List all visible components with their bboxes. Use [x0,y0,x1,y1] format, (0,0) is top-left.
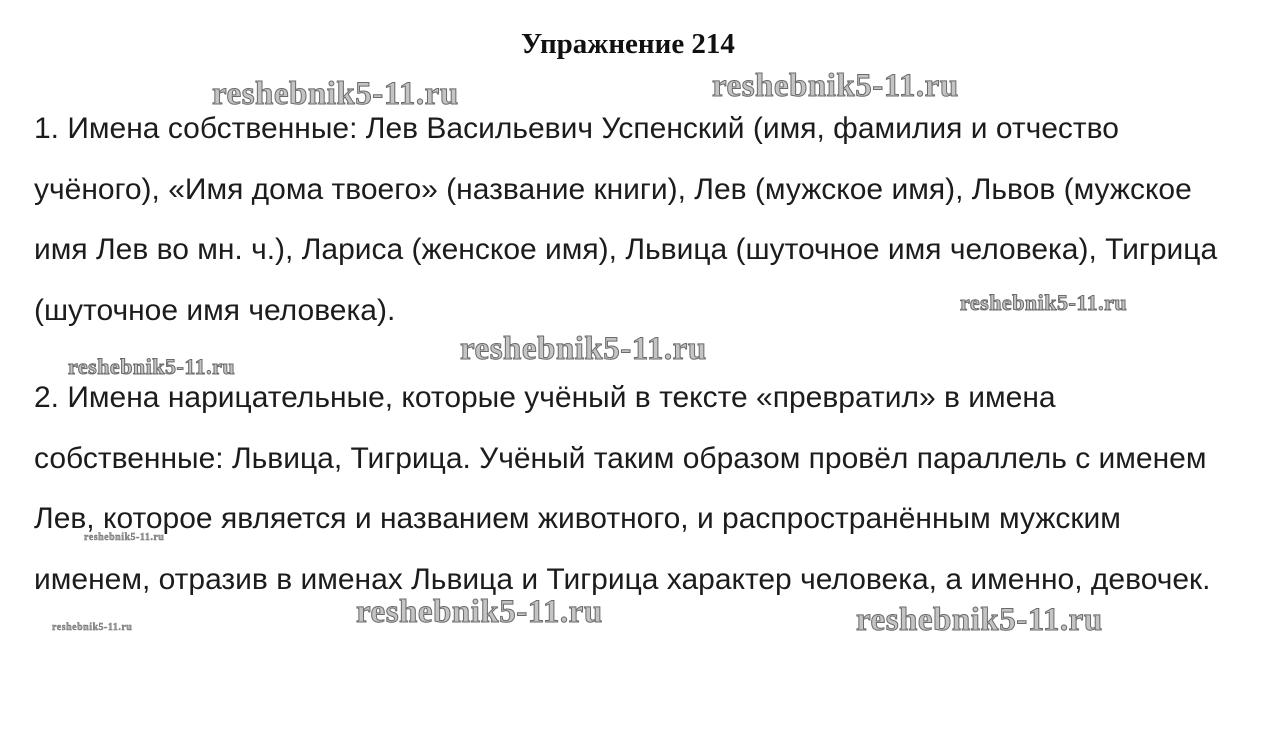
watermark: reshebnik5-11.ru [960,290,1128,315]
watermark: reshebnik5-11.ru [84,532,165,543]
watermark: reshebnik5-11.ru [712,68,959,104]
watermark: reshebnik5-11.ru [856,602,1103,638]
watermark: reshebnik5-11.ru [212,76,459,112]
watermark: reshebnik5-11.ru [356,594,603,630]
answer-paragraph-1: 1. Имена собственные: Лев Васильевич Успенский (имя, фамилия и отчество учёного), «Имя дома твоего» (название книги), Лев (мужское имя), Львов (мужское имя Лев во мн. ч.), Лариса (женское имя), Львица (шуточное имя человека), Тигрица (шуточное имя человека). [34,112,1218,327]
watermark: reshebnik5-11.ru [52,622,133,633]
exercise-title: Упражнение 214 [521,28,735,60]
watermark: reshebnik5-11.ru [460,331,707,367]
answer-paragraph-2: 2. Имена нарицательные, которые учёный в тексте «превратил» в имена собственные: Львица, Тигрица. Учёный таким образом провёл параллель с именем Лев, которое является и названием животного, и распространённым мужским именем, отразив в именах Львица и Тигрица характер человека, а именно, девочек. [34,381,1211,596]
watermark: reshebnik5-11.ru [68,354,236,379]
